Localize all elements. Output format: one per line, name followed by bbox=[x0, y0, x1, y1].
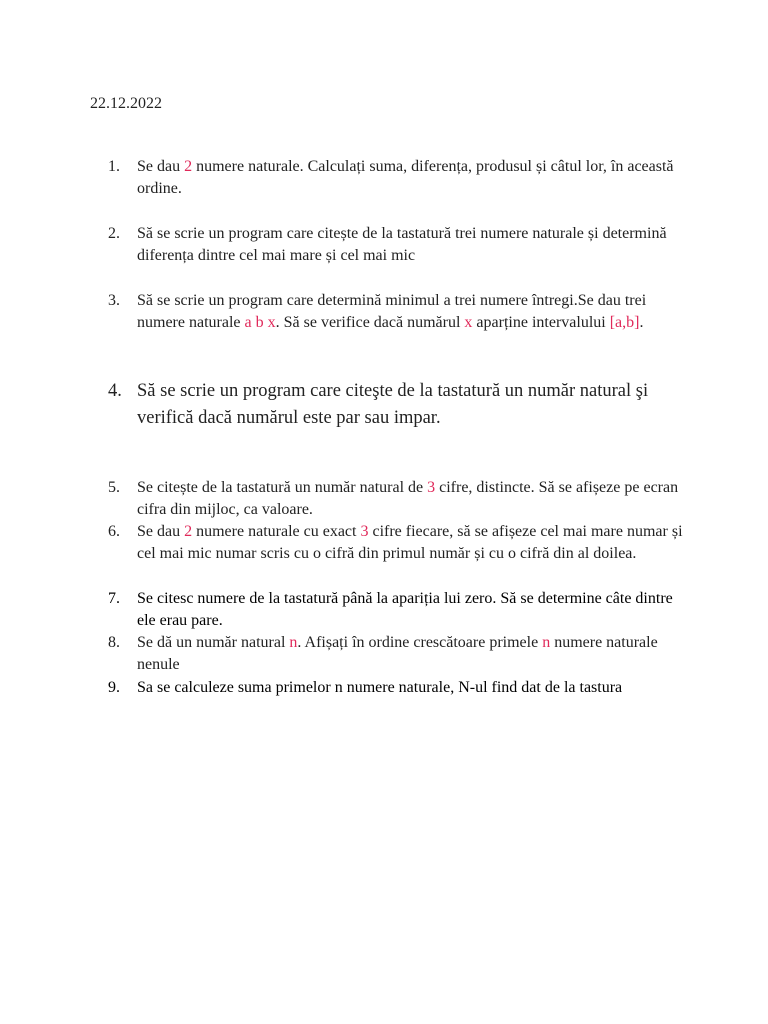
list-item-number: 2. bbox=[108, 225, 120, 242]
highlighted-text: 2 bbox=[184, 523, 193, 540]
text-run: Să se scrie un program care citește de la tastatură trei numere naturale și determină diferența dintre cel mai mare și cel mai mic bbox=[137, 225, 667, 264]
highlighted-text: n bbox=[289, 634, 298, 651]
highlighted-text: 2 bbox=[184, 158, 193, 175]
text-run: numere naturale nenule bbox=[137, 634, 658, 673]
list-item-text bbox=[137, 290, 688, 334]
highlighted-text: 3 bbox=[360, 523, 369, 540]
text-run: aparține intervalului bbox=[472, 314, 610, 331]
text-run: Să se scrie un program care determină minimul a trei numere întregi.Se dau trei numere naturale bbox=[137, 292, 647, 331]
list-item-text bbox=[137, 521, 688, 565]
text-run: . Afișați în ordine crescătoare primele bbox=[297, 634, 543, 651]
text-run: cifre, distincte. Să se afișeze pe ecran cifra din mijloc, ca valoare. bbox=[137, 479, 679, 518]
list-item bbox=[108, 156, 688, 200]
text-run: numere naturale cu exact bbox=[192, 523, 361, 540]
list-item bbox=[108, 378, 688, 432]
list-item bbox=[108, 632, 688, 676]
list-item-number: 5. bbox=[108, 479, 120, 496]
text-run: Se dă un număr natural bbox=[137, 634, 290, 651]
list-item bbox=[108, 588, 688, 632]
list-item-text bbox=[137, 477, 688, 521]
list-item-number: 7. bbox=[108, 590, 120, 607]
list-item bbox=[108, 677, 688, 699]
text-run: Să se scrie un program care citeşte de la tastatură un număr natural şi verifică dacă numărul este par sau impar. bbox=[137, 381, 649, 428]
highlighted-text: [a,b] bbox=[609, 314, 640, 331]
highlighted-text: n bbox=[542, 634, 551, 651]
list-item-number: 6. bbox=[108, 523, 120, 540]
list-item-text bbox=[137, 632, 688, 676]
list-item-text bbox=[137, 223, 688, 267]
list-item-text bbox=[137, 378, 688, 432]
list-item bbox=[108, 223, 688, 267]
list-item-number: 8. bbox=[108, 634, 120, 651]
text-run: Se citesc numere de la tastatură până la apariția lui zero. Să se determine câte dintre ele erau pare. bbox=[137, 590, 673, 629]
text-run: . Să se verifice dacă numărul bbox=[275, 314, 465, 331]
list-item-number: 1. bbox=[108, 158, 120, 175]
text-run: numere naturale. Calculați suma, diferența, produsul și câtul lor, în această ordine. bbox=[137, 158, 674, 197]
text-run: . bbox=[639, 314, 644, 331]
list-item bbox=[108, 290, 688, 334]
text-run: cifre fiecare, să se afișeze cel mai mare numar și cel mai mic numar scris cu o cifră din primul număr și cu o cifră din al doilea. bbox=[137, 523, 683, 562]
text-run: Sa se calculeze suma primelor n numere naturale, N-ul find dat de la tastura bbox=[137, 679, 623, 696]
highlighted-text: a b x bbox=[244, 314, 276, 331]
list-item-number: 4. bbox=[108, 381, 122, 401]
list-item-text bbox=[137, 677, 688, 699]
list-item-text bbox=[137, 588, 688, 632]
list-item-text bbox=[137, 156, 688, 200]
document-date: 22.12.2022 bbox=[90, 95, 162, 112]
list-item bbox=[108, 477, 688, 521]
list-item-number: 9. bbox=[108, 679, 120, 696]
highlighted-text: 3 bbox=[427, 479, 436, 496]
list-item bbox=[108, 521, 688, 565]
text-run: Se dau bbox=[137, 158, 185, 175]
text-run: Se dau bbox=[137, 523, 185, 540]
text-run: Se citește de la tastatură un număr natural de bbox=[137, 479, 428, 496]
highlighted-text: x bbox=[464, 314, 473, 331]
list-item-number: 3. bbox=[108, 292, 120, 309]
